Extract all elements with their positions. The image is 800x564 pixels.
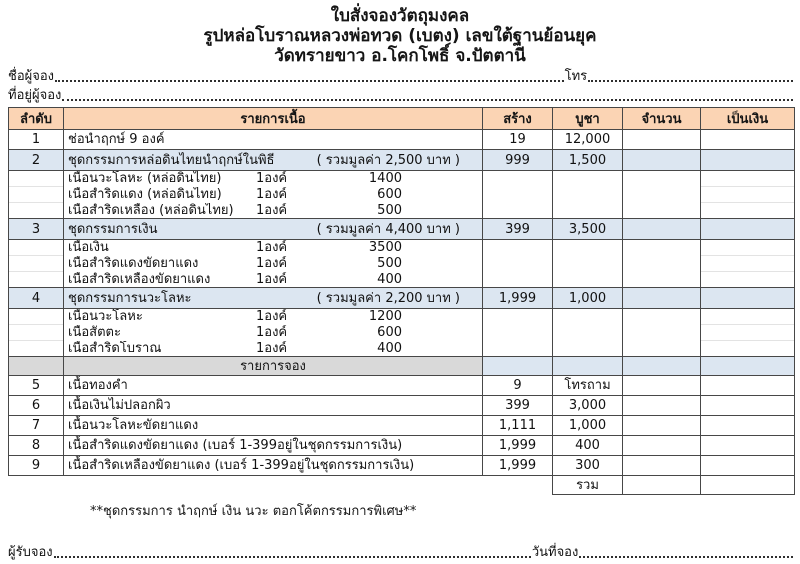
cell-quantity [623, 476, 701, 495]
sub-item-unit: 1องค์ [256, 255, 288, 271]
cell-amount [701, 272, 795, 288]
table-row-set [9, 219, 795, 240]
order-date-label: วันที่จอง [531, 545, 579, 560]
orderer-name-label: ชื่อผู้จอง [8, 69, 55, 84]
cell-amount [701, 476, 795, 495]
table-row-sub [9, 325, 795, 341]
cell-price: 3,000 [553, 396, 623, 416]
table-row-item [9, 416, 795, 436]
sub-item-name: เนื้อสำริดแดงขัดยาแดง [68, 256, 199, 271]
cell-no: 6 [9, 396, 64, 416]
receiver-label: ผู้รับจอง [8, 545, 53, 560]
cell-price: 1,500 [553, 150, 623, 171]
cell-no [9, 272, 64, 288]
cell-price [553, 240, 623, 256]
cell-made-count [483, 171, 553, 187]
order-date-blank [579, 554, 793, 558]
table-row-sub [9, 256, 795, 272]
cell-price [553, 341, 623, 357]
table-row-sub [9, 187, 795, 203]
order-table [8, 107, 795, 495]
cell-price [553, 357, 623, 376]
cell-sub-item [64, 341, 483, 357]
header-row [9, 108, 795, 130]
cell-no [9, 187, 64, 203]
cell-quantity [623, 309, 701, 325]
cell-amount [701, 309, 795, 325]
col-header-made: สร้าง [483, 108, 553, 130]
sub-item-name: เนื้อสัตตะ [68, 325, 121, 340]
cell-quantity [623, 130, 701, 150]
sub-item-value: 500 [377, 255, 402, 271]
cell-quantity [623, 187, 701, 203]
cell-amount [701, 341, 795, 357]
cell-item-name: ช่อนำฤกษ์ 9 องค์ [64, 130, 483, 150]
cell-price [553, 203, 623, 219]
cell-amount [701, 456, 795, 476]
table-row-sub [9, 203, 795, 219]
cell-amount [701, 396, 795, 416]
table-row-band [9, 357, 795, 376]
col-header-price: บูชา [553, 108, 623, 130]
cell-amount [701, 357, 795, 376]
cell-amount [701, 416, 795, 436]
cell-no [9, 203, 64, 219]
cell-set-name [64, 219, 483, 240]
sub-item-unit: 1องค์ [256, 340, 288, 356]
section-band-label: รายการจอง [64, 357, 483, 376]
set-name-text: ชุดกรรมการหล่อดินไทยนำฤกษ์ในพิธี [68, 152, 275, 168]
cell-price: 12,000 [553, 130, 623, 150]
temple-name: วัดทรายขาว อ.โคกโพธิ์ จ.ปัตตานี [274, 46, 526, 66]
cell-sub-item [64, 309, 483, 325]
cell-amount [701, 256, 795, 272]
cell-price [553, 309, 623, 325]
cell-no: 9 [9, 456, 64, 476]
document-subtitle: รูปหล่อโบราณหลวงพ่อทวด (เบตง) เลขใต้ฐานย้อนยุค [203, 26, 597, 46]
table-row-set [9, 150, 795, 171]
set-name-text: ชุดกรรมการนวะโลหะ [68, 290, 192, 306]
col-header-material: รายการเนื้อ [64, 108, 483, 130]
sub-item-value: 400 [377, 340, 402, 356]
cell-quantity [623, 240, 701, 256]
cell-blank [9, 476, 64, 495]
cell-price [553, 325, 623, 341]
set-value-note: ( รวมมูลค่า 4,400 บาท ) [316, 221, 460, 237]
table-row-item [9, 456, 795, 476]
total-label: รวม [553, 476, 623, 495]
cell-item-name: เนื้อสำริดแดงขัดยาแดง (เบอร์ 1-399อยู่ในชุดกรรมการเงิน) [64, 436, 483, 456]
sub-item-unit: 1องค์ [256, 271, 288, 287]
orderer-name-blank [55, 78, 564, 82]
cell-made-count [483, 325, 553, 341]
cell-price: 1,000 [553, 416, 623, 436]
table-row-sub [9, 240, 795, 256]
document-header [0, 0, 800, 66]
footer-line [8, 543, 794, 561]
cell-quantity [623, 256, 701, 272]
orderer-address-line [8, 87, 794, 104]
table-row-item [9, 436, 795, 456]
cell-quantity [623, 288, 701, 309]
cell-no: 3 [9, 219, 64, 240]
document-title: ใบสั่งจองวัตถุมงคล [330, 6, 470, 26]
cell-price: 1,000 [553, 288, 623, 309]
table-row-set [9, 288, 795, 309]
cell-item-name: เนื้อเงินไม่ปลอกผิว [64, 396, 483, 416]
cell-made-count: 1,999 [483, 456, 553, 476]
cell-no [9, 240, 64, 256]
table-row-sub [9, 272, 795, 288]
table-row-sub [9, 341, 795, 357]
cell-sub-item [64, 256, 483, 272]
cell-price [553, 187, 623, 203]
cell-made-count: 9 [483, 376, 553, 396]
cell-made-count [483, 341, 553, 357]
cell-made-count [483, 256, 553, 272]
cell-price: 300 [553, 456, 623, 476]
cell-made-count [483, 187, 553, 203]
sub-item-name: เนื้อสำริดเหลือง (หล่อดินไทย) [68, 202, 234, 218]
cell-quantity [623, 416, 701, 436]
cell-quantity [623, 272, 701, 288]
table-row-sub [9, 171, 795, 187]
sub-item-unit: 1องค์ [256, 186, 288, 202]
table-row-sub [9, 309, 795, 325]
cell-made-count [483, 203, 553, 219]
sub-item-value: 600 [377, 324, 402, 340]
orderer-name-line [8, 68, 794, 85]
sub-item-name: เนื้อสำริดแดง (หล่อดินไทย) [68, 187, 222, 202]
cell-no [9, 171, 64, 187]
col-header-no: ลำดับ [9, 108, 64, 130]
cell-amount [701, 325, 795, 341]
cell-amount [701, 288, 795, 309]
sub-item-unit: 1องค์ [256, 171, 288, 186]
cell-quantity [623, 171, 701, 187]
cell-amount [701, 219, 795, 240]
cell-made-count: 399 [483, 219, 553, 240]
cell-quantity [623, 203, 701, 219]
sub-item-unit: 1องค์ [256, 309, 288, 324]
orderer-address-blank [62, 97, 793, 101]
cell-no: 4 [9, 288, 64, 309]
cell-quantity [623, 150, 701, 171]
cell-sub-item [64, 325, 483, 341]
sub-item-name: เนื้อนวะโลหะ (หล่อดินไทย) [68, 171, 222, 187]
order-table-header [9, 108, 795, 130]
cell-made-count [483, 240, 553, 256]
cell-amount [701, 150, 795, 171]
cell-no: 1 [9, 130, 64, 150]
sub-item-value: 500 [377, 202, 402, 218]
cell-amount [701, 240, 795, 256]
cell-sub-item [64, 272, 483, 288]
cell-made-count: 1,999 [483, 436, 553, 456]
table-row-item [9, 376, 795, 396]
order-table-body [9, 130, 795, 495]
sub-item-value: 1200 [368, 309, 402, 324]
cell-amount [701, 436, 795, 456]
table-row-item [9, 396, 795, 416]
cell-item-name: เนื้อนวะโลหะขัดยาแดง [64, 416, 483, 436]
sub-item-unit: 1องค์ [256, 202, 288, 218]
sub-item-value: 1400 [368, 171, 402, 186]
cell-amount [701, 203, 795, 219]
cell-no: 5 [9, 376, 64, 396]
cell-made-count [483, 272, 553, 288]
cell-made-count: 1,111 [483, 416, 553, 436]
cell-no: 2 [9, 150, 64, 171]
cell-quantity [623, 396, 701, 416]
cell-amount [701, 171, 795, 187]
sub-item-name: เนื้อนวะโลหะ [68, 309, 143, 325]
cell-price: 3,500 [553, 219, 623, 240]
cell-quantity [623, 341, 701, 357]
table-row-item [9, 130, 795, 150]
cell-quantity [623, 219, 701, 240]
sub-item-value: 3500 [368, 240, 402, 255]
cell-quantity [623, 456, 701, 476]
cell-price [553, 256, 623, 272]
cell-made-count: 399 [483, 396, 553, 416]
sub-item-value: 600 [377, 186, 402, 202]
cell-made-count [483, 357, 553, 376]
cell-price [553, 272, 623, 288]
cell-sub-item [64, 187, 483, 203]
cell-set-name [64, 150, 483, 171]
cell-no: 7 [9, 416, 64, 436]
cell-amount [701, 376, 795, 396]
set-name-text: ชุดกรรมการเงิน [68, 221, 158, 237]
sub-item-unit: 1องค์ [256, 240, 288, 255]
cell-price [553, 171, 623, 187]
cell-price: โทรถาม [553, 376, 623, 396]
receiver-blank [54, 554, 531, 558]
cell-no: 8 [9, 436, 64, 456]
cell-no [9, 357, 64, 376]
col-header-amount: เป็นเงิน [701, 108, 795, 130]
cell-sub-item [64, 203, 483, 219]
special-note: **ชุดกรรมการ นำฤกษ์ เงิน นวะ ตอกโค้ตกรรมการพิเศษ** [90, 504, 417, 519]
cell-no [9, 325, 64, 341]
col-header-qty: จำนวน [623, 108, 701, 130]
cell-amount [701, 130, 795, 150]
set-value-note: ( รวมมูลค่า 2,200 บาท ) [316, 290, 460, 306]
sub-item-unit: 1องค์ [256, 324, 288, 340]
cell-item-name: เนื้อทองคำ [64, 376, 483, 396]
cell-sub-item [64, 171, 483, 187]
sub-item-name: เนื้อสำริดเหลืองขัดยาแดง [68, 271, 211, 287]
table-row-total [9, 476, 795, 495]
cell-quantity [623, 376, 701, 396]
cell-quantity [623, 357, 701, 376]
cell-no [9, 256, 64, 272]
cell-made-count: 1,999 [483, 288, 553, 309]
cell-quantity [623, 325, 701, 341]
cell-quantity [623, 436, 701, 456]
cell-sub-item [64, 240, 483, 256]
cell-no [9, 341, 64, 357]
set-value-note: ( รวมมูลค่า 2,500 บาท ) [316, 152, 460, 168]
cell-made-count: 999 [483, 150, 553, 171]
cell-set-name [64, 288, 483, 309]
sub-item-value: 400 [377, 271, 402, 287]
cell-price: 400 [553, 436, 623, 456]
sub-item-name: เนื้อสำริดโบราณ [68, 340, 162, 356]
cell-made-count [483, 309, 553, 325]
cell-item-name: เนื้อสำริดเหลืองขัดยาแดง (เบอร์ 1-399อยู่ในชุดกรรมการเงิน) [64, 456, 483, 476]
cell-blank [483, 476, 553, 495]
sub-item-name: เนื้อเงิน [68, 240, 109, 256]
cell-no [9, 309, 64, 325]
phone-blank [588, 78, 793, 82]
cell-amount [701, 187, 795, 203]
cell-blank [64, 476, 483, 495]
cell-made-count: 19 [483, 130, 553, 150]
orderer-address-label: ที่อยู่ผู้จอง [8, 88, 62, 103]
phone-label: โทร [564, 69, 588, 84]
